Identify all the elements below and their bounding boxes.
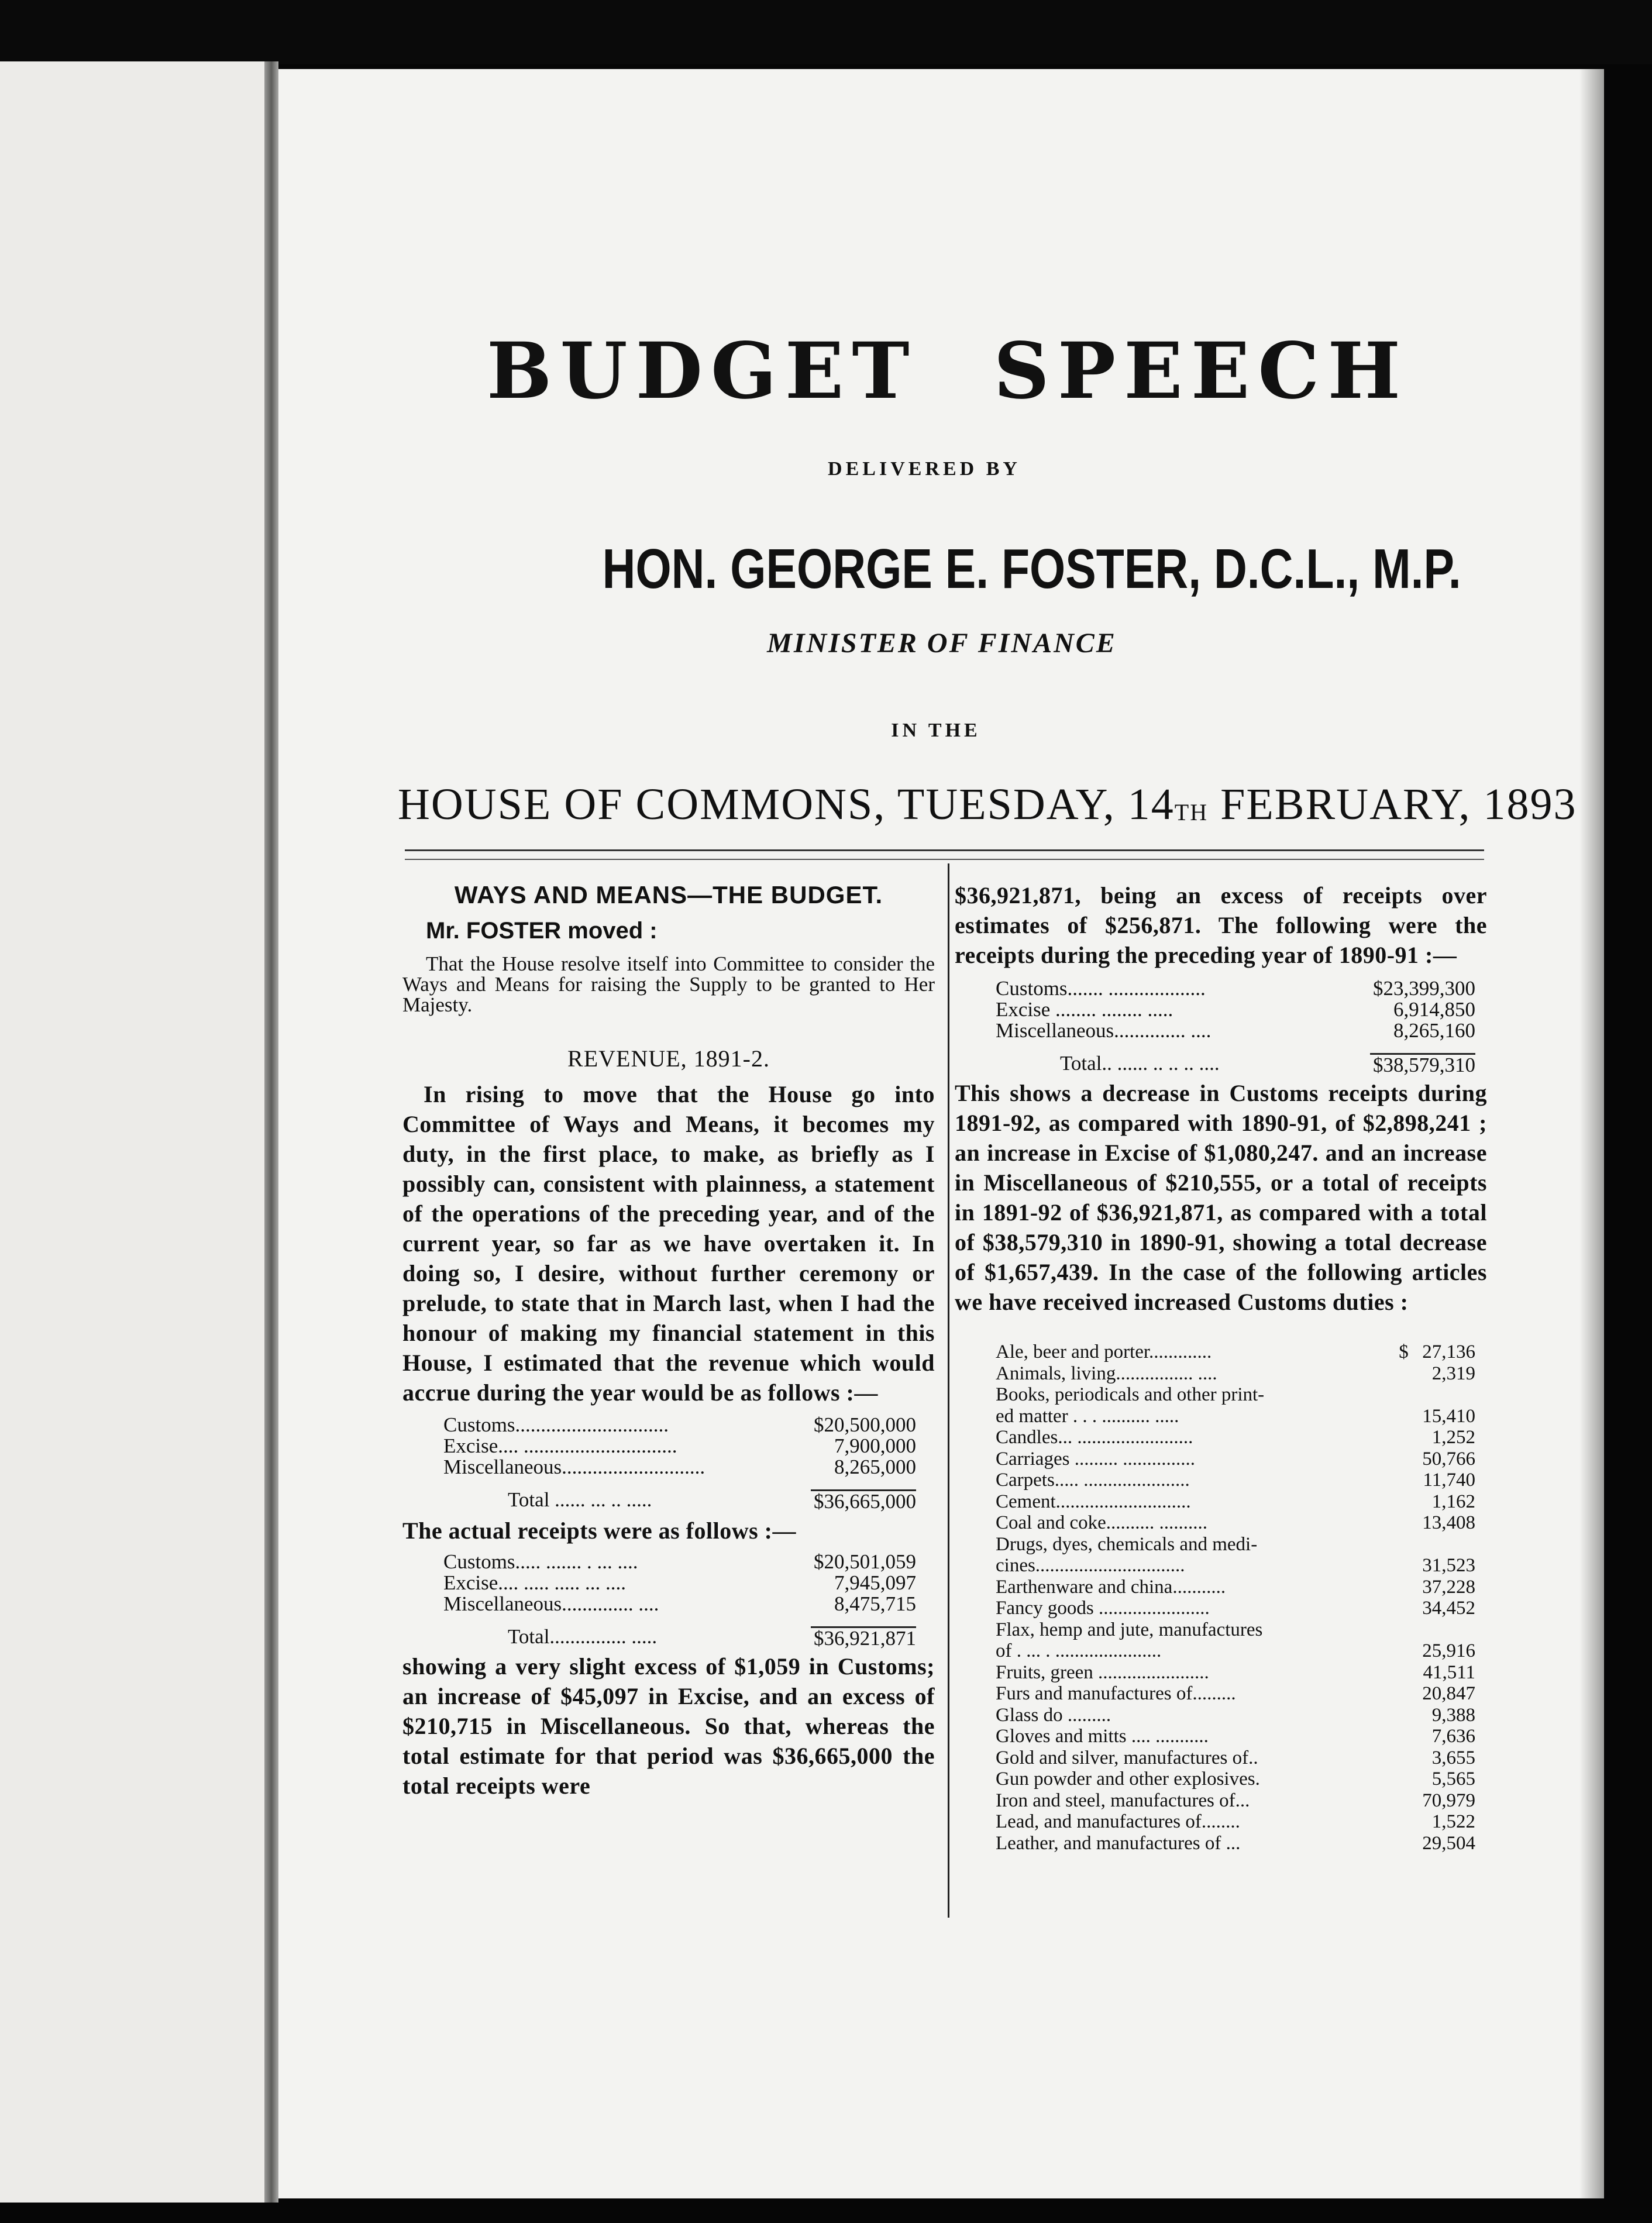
row-value: 8,265,160 [1393,1019,1475,1042]
motion-line: Mr. FOSTER moved : [426,918,658,944]
row-amount: 1,522 [1431,1811,1475,1832]
row-label: Leather, and manufactures of ... [996,1832,1241,1854]
row-label: Books, periodicals and other print- [996,1384,1265,1405]
row-amount: 29,504 [1422,1832,1475,1854]
paragraph: This shows a decrease in Customs receipts during 1891-92, as compared with 1890-91, of $2,898,241 ; an increase in Excise of $1,080,247. and an increase in Miscellaneous of $210,555, or a total of receipts in 1891-92 of $36,921,871, as compared with a total of $38,579,310 in 1890-91, showing a total decrease of $1,657,439. In the case of the following articles we have received increased Customs duties : [955,1080,1487,1315]
table-row [996,1491,1475,1513]
row-amount: 20,847 [1422,1683,1475,1704]
row-amount: 70,979 [1422,1790,1475,1811]
row-label: Excise ........ ........ ..... [996,999,1173,1020]
customs-duties-table [996,1341,1475,1854]
actual-table [443,1551,916,1649]
row-label: Candles... ........................ [996,1427,1193,1448]
venue-date-ordinal: TH [1174,799,1209,825]
row-value [1399,1341,1475,1363]
estimates-table [443,1415,916,1512]
table-row [996,1790,1475,1812]
header-rule-bottom [405,859,1484,860]
section-heading: WAYS AND MEANS—THE BUDGET. [454,881,883,909]
row-label: Lead, and manufactures of........ [996,1811,1240,1832]
table-row [443,1572,916,1594]
row-amount: 37,228 [1422,1576,1475,1598]
speaker-office: MINISTER OF FINANCE [767,628,1117,659]
total-value: $38,579,310 [1370,1053,1475,1076]
paragraph: $36,921,871, being an excess of receipts over estimates of $256,871. The following were the receipts during the preceding year of 1890-91 :— [955,882,1487,968]
row-label: Customs..... ....... . ... .... [443,1551,638,1572]
table-row [996,1555,1475,1577]
column-divider [948,863,949,1918]
row-value [1405,1768,1475,1790]
row-label: Animals, living................ .... [996,1362,1217,1384]
table-row [996,1619,1475,1641]
row-value: 8,475,715 [834,1592,916,1615]
table-row [443,1551,916,1572]
row-value [1405,1555,1475,1577]
total-label: Total.. ...... .. .. .. .... [1060,1053,1220,1075]
row-label: Ale, beer and porter............. [996,1341,1212,1362]
row-value [1405,1448,1475,1470]
row-label: Drugs, dyes, chemicals and medi- [996,1533,1258,1555]
table-row [443,1457,916,1478]
row-label: Flax, hemp and jute, manufactures [996,1619,1263,1640]
table-row [443,1415,916,1436]
row-value [1405,1427,1475,1448]
table-row [996,1363,1475,1385]
book-gutter [264,61,278,2203]
table-row [996,1448,1475,1470]
table-row [996,1705,1475,1726]
row-value [1405,1406,1475,1427]
table-row [996,1811,1475,1833]
row-label: of . ... . ...................... [996,1640,1162,1661]
table-row [996,1470,1475,1491]
row-value: 8,265,000 [834,1455,916,1478]
scan-border [0,0,1652,64]
total-value: $36,921,871 [811,1626,916,1649]
table-row [996,1747,1475,1769]
row-value [1405,1384,1475,1406]
row-label: Coal and coke.......... .......... [996,1512,1208,1533]
row-label: Iron and steel, manufactures of... [996,1790,1250,1811]
row-label: Gun powder and other explosives. [996,1768,1260,1790]
table-row [996,999,1475,1020]
table-row [996,1833,1475,1854]
header-rule-top [405,849,1484,851]
row-value [1405,1811,1475,1833]
table-row [996,1406,1475,1427]
row-label: Gloves and mitts .... ........... [996,1726,1209,1747]
row-value: 7,945,097 [834,1571,916,1594]
row-label: Miscellaneous............................ [443,1457,705,1478]
row-value [1405,1534,1475,1556]
row-label: Excise.... ..... ..... ... .... [443,1572,627,1594]
table-row [996,1384,1475,1406]
row-amount: 7,636 [1431,1726,1475,1747]
table-row [996,1726,1475,1747]
row-amount: 1,162 [1431,1491,1475,1512]
venue-date-part-b: FEBRUARY, 1893 [1208,780,1577,829]
row-value [1405,1470,1475,1491]
row-label: Fruits, green ....................... [996,1661,1209,1683]
row-value [1405,1662,1475,1684]
motion-text: That the House resolve itself into Committee to consider the Ways and Means for raising the Supply to be granted to Her Majesty. [402,952,935,1016]
total-row [996,1053,1475,1076]
row-value [1405,1726,1475,1747]
row-value: $20,500,000 [814,1413,916,1436]
row-label: Excise.... .............................. [443,1436,677,1457]
row-label: ed matter . . . .......... ..... [996,1405,1179,1427]
row-label: Carriages ......... ............... [996,1448,1195,1470]
table-row [996,1341,1475,1363]
row-value [1405,1705,1475,1726]
row-label: Earthenware and china........... [996,1576,1226,1598]
table-row [443,1436,916,1457]
row-label: Gold and silver, manufactures of.. [996,1747,1258,1768]
table-row [996,1662,1475,1684]
row-amount: 34,452 [1422,1598,1475,1619]
table-row [996,1577,1475,1598]
row-amount: 50,766 [1422,1448,1475,1470]
row-label: Fancy goods ....................... [996,1598,1210,1619]
total-label: Total............... ..... [508,1626,658,1648]
dollar-sign: $ [1399,1341,1409,1362]
in-the-label: IN THE [891,720,981,741]
row-label: Miscellaneous.............. .... [996,1020,1212,1041]
row-amount: 9,388 [1431,1704,1475,1726]
row-amount: 13,408 [1422,1512,1475,1533]
left-column [402,878,935,1801]
table-row [996,1512,1475,1534]
paragraph: showing a very slight excess of $1,059 in Customs; an increase of $45,097 in Excise, and an excess of $210,715 in Miscellaneous. So that, whereas the total estimate for that period was $36,665,000 the total receipts were [402,1653,935,1799]
row-amount: 2,319 [1431,1362,1475,1384]
total-value: $36,665,000 [811,1489,916,1512]
speaker-name: HON. GEORGE E. FOSTER, D.C.L., M.P. [602,538,1461,600]
row-value [1405,1598,1475,1619]
total-row [443,1489,916,1512]
table-row [996,1534,1475,1556]
row-value: 7,900,000 [834,1434,916,1457]
row-value [1405,1683,1475,1705]
row-value: 6,914,850 [1393,998,1475,1021]
venue-date-part-a: HOUSE OF COMMONS, TUESDAY, 14 [398,780,1175,829]
row-label: cines............................... [996,1555,1185,1576]
total-label: Total ...... ... .. ..... [508,1489,652,1511]
row-amount: 3,655 [1431,1747,1475,1768]
row-value [1405,1747,1475,1769]
row-amount: 31,523 [1422,1555,1475,1576]
row-amount: 41,511 [1423,1661,1475,1683]
table-row [996,1683,1475,1705]
right-column [955,880,1487,1854]
row-value [1405,1577,1475,1598]
prior-year-table [996,978,1475,1076]
paragraph: The actual receipts were as follows :— [402,1517,796,1544]
row-value [1405,1640,1475,1662]
row-amount: 5,565 [1431,1768,1475,1790]
row-value [1405,1790,1475,1812]
row-label: Miscellaneous.............. .... [443,1594,659,1615]
table-row [996,1598,1475,1619]
table-row [996,1768,1475,1790]
row-amount: 11,740 [1423,1470,1475,1491]
row-value: $23,399,300 [1373,977,1475,1000]
row-amount: 15,410 [1422,1405,1475,1427]
row-value: $20,501,059 [814,1550,916,1573]
paragraph: In rising to move that the House go into Committee of Ways and Means, it becomes my duty, in the first place, to make, as briefly as I possibly can, consistent with plainness, a statement of the operations of the preceding year, and of the current year, so far as we have overtaken it. In doing so, I desire, without further ceremony or prelude, to state that in March last, when I had the honour of making my financial statement in this House, I estimated that the revenue which would accrue during the year would be as follows :— [402,1081,935,1406]
venue-date-line [398,778,1577,831]
row-label: Furs and manufactures of......... [996,1683,1236,1704]
row-amount: 1,252 [1431,1427,1475,1448]
row-label: Customs....... ................... [996,978,1206,999]
left-page [0,61,269,2203]
delivered-by-label: DELIVERED BY [828,458,1021,480]
revenue-heading: REVENUE, 1891-2. [567,1045,770,1072]
row-amount: 25,916 [1422,1640,1475,1661]
row-value [1405,1833,1475,1854]
document-title: BUDGET SPEECH [486,326,1409,417]
row-value [1405,1619,1475,1641]
table-row [996,978,1475,999]
table-row [996,1640,1475,1662]
row-amount: 27,136 [1422,1341,1475,1362]
page-edge-shadow [1579,69,1604,2198]
total-row [443,1626,916,1649]
table-row [996,1427,1475,1448]
row-label: Carpets..... ...................... [996,1470,1190,1491]
table-row [443,1594,916,1615]
row-label: Cement............................ [996,1491,1191,1512]
table-row [996,1020,1475,1041]
row-label: Glass do ......... [996,1704,1111,1726]
row-label: Customs.............................. [443,1415,669,1436]
row-value [1405,1363,1475,1385]
row-value [1405,1512,1475,1534]
row-value [1405,1491,1475,1513]
